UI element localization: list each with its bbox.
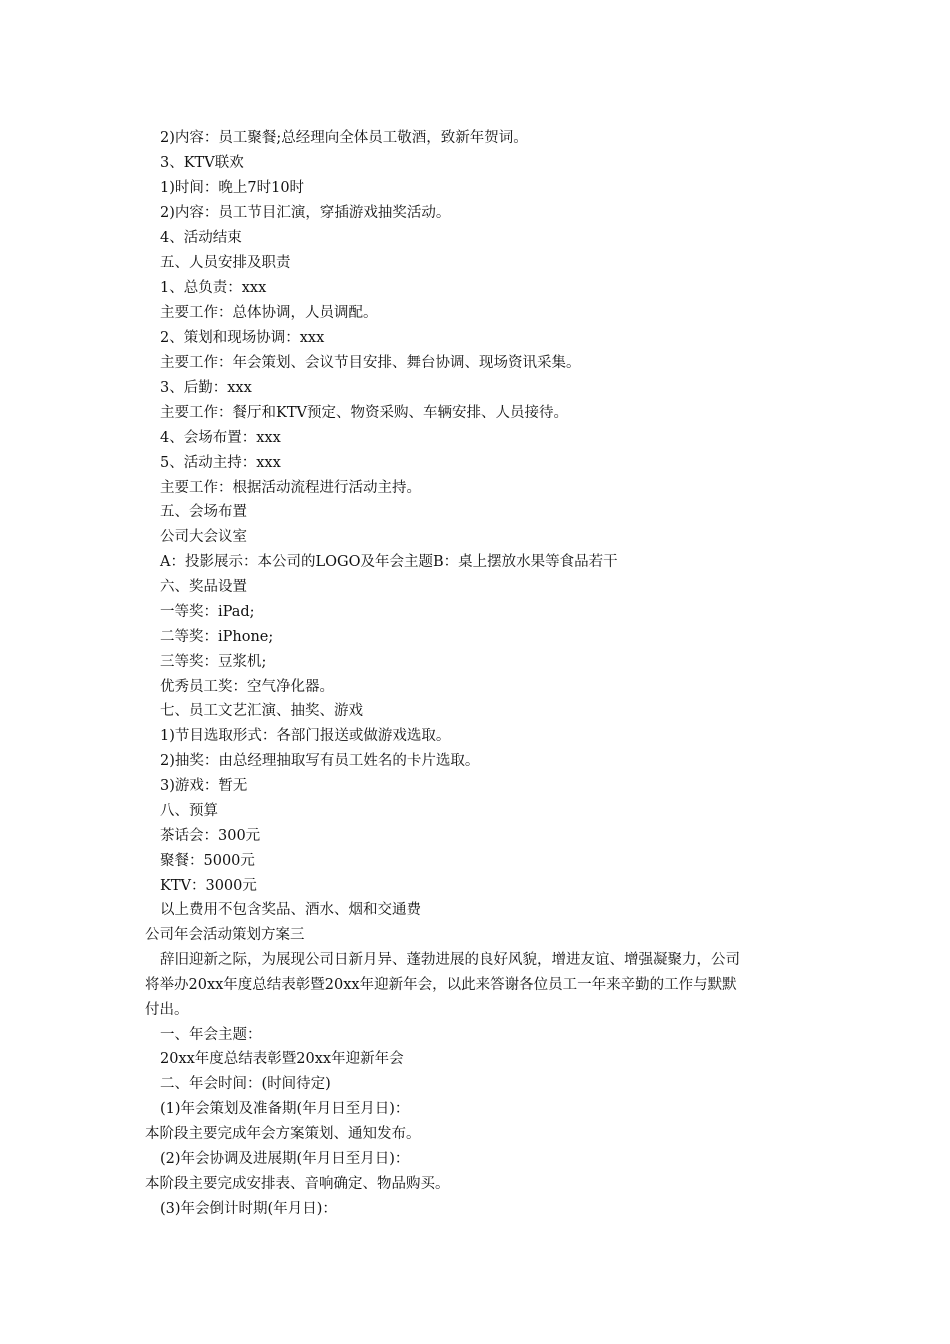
text-line: 二等奖：iPhone; bbox=[160, 629, 274, 645]
text-line: 20xx年度总结表彰暨20xx年迎新年会 bbox=[160, 1051, 404, 1067]
text-line: (3)年会倒计时期(年月日)： bbox=[160, 1201, 337, 1217]
text-line: 3、后勤：xxx bbox=[160, 380, 252, 396]
paragraph-line: 辞旧迎新之际，为展现公司日新月异、蓬勃进展的良好风貌，增进友谊、增强凝聚力，公司 bbox=[160, 952, 740, 968]
paragraph-line: 将举办20xx年度总结表彰暨20xx年迎新年会，以此来答谢各位员工一年来辛勤的工作与默默 bbox=[145, 977, 737, 993]
text-line: 主要工作：年会策划、会议节目安排、舞台协调、现场资讯采集。 bbox=[160, 355, 581, 371]
section-heading: 八、预算 bbox=[160, 803, 218, 819]
section-heading: 一、年会主题： bbox=[160, 1027, 262, 1043]
text-line: 本阶段主要完成安排表、音响确定、物品购买。 bbox=[145, 1176, 450, 1192]
section-heading: 五、会场布置 bbox=[160, 504, 247, 520]
text-line: 以上费用不包含奖品、酒水、烟和交通费 bbox=[160, 902, 421, 918]
section-heading: 六、奖品设置 bbox=[160, 579, 247, 595]
text-line: 公司大会议室 bbox=[160, 529, 247, 545]
text-line: 2、策划和现场协调：xxx bbox=[160, 330, 325, 346]
section-heading: 七、员工文艺汇演、抽奖、游戏 bbox=[160, 703, 363, 719]
text-line: 1)节目选取形式：各部门报送或做游戏选取。 bbox=[160, 728, 451, 744]
text-line: 主要工作：餐厅和KTV预定、物资采购、车辆安排、人员接待。 bbox=[160, 405, 568, 421]
section-heading: 五、人员安排及职责 bbox=[160, 255, 291, 271]
text-line: 主要工作：根据活动流程进行活动主持。 bbox=[160, 480, 421, 496]
text-line: 4、会场布置：xxx bbox=[160, 430, 281, 446]
paragraph-line: 付出。 bbox=[145, 1002, 189, 1018]
text-line: 3、KTV联欢 bbox=[160, 155, 244, 171]
section-heading: 二、年会时间：(时间待定) bbox=[160, 1076, 331, 1092]
text-line: 1)时间：晚上7时10时 bbox=[160, 180, 305, 196]
text-line: KTV：3000元 bbox=[160, 878, 257, 894]
text-line: 1、总负责：xxx bbox=[160, 280, 267, 296]
text-line: (1)年会策划及准备期(年月日至月日)： bbox=[160, 1101, 410, 1117]
text-line: 茶话会：300元 bbox=[160, 828, 261, 844]
text-line: 3)游戏：暂无 bbox=[160, 778, 248, 794]
text-line: 优秀员工奖：空气净化器。 bbox=[160, 679, 334, 695]
text-line: 5、活动主持：xxx bbox=[160, 455, 281, 471]
text-line: 主要工作：总体协调，人员调配。 bbox=[160, 305, 378, 321]
text-line: 本阶段主要完成年会方案策划、通知发布。 bbox=[145, 1126, 421, 1142]
text-line: A：投影展示：本公司的LOGO及年会主题B：桌上摆放水果等食品若干 bbox=[160, 554, 618, 570]
text-line: 聚餐：5000元 bbox=[160, 853, 255, 869]
document-title: 公司年会活动策划方案三 bbox=[145, 927, 305, 943]
text-line: 2)抽奖：由总经理抽取写有员工姓名的卡片选取。 bbox=[160, 753, 480, 769]
text-line: 三等奖：豆浆机; bbox=[160, 654, 267, 670]
text-line: 2)内容：员工节目汇演，穿插游戏抽奖活动。 bbox=[160, 205, 451, 221]
text-line: 4、活动结束 bbox=[160, 230, 242, 246]
text-line: 2)内容：员工聚餐;总经理向全体员工敬酒，致新年贺词。 bbox=[160, 130, 528, 146]
text-line: 一等奖：iPad; bbox=[160, 604, 255, 620]
text-line: (2)年会协调及进展期(年月日至月日)： bbox=[160, 1151, 410, 1167]
